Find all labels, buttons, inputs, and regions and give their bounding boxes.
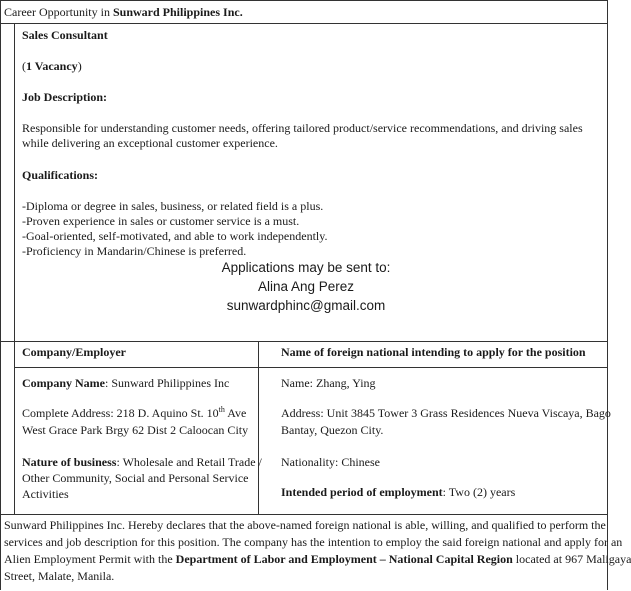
company-name-value: : Sunward Philippines Inc bbox=[105, 376, 230, 390]
department-name: Department of Labor and Employment – National Capital Region bbox=[175, 552, 513, 566]
border-header-bottom bbox=[0, 23, 608, 24]
header-company: Sunward Philippines Inc. bbox=[112, 5, 243, 19]
qualification-item: -Goal-oriented, self-motivated, and able to work independently. bbox=[22, 229, 328, 243]
border-left bbox=[0, 0, 1, 590]
employment-period-value: : Two (2) years bbox=[442, 485, 516, 499]
company-name-label: Company Name bbox=[22, 376, 105, 390]
employment-period-label: Intended period of employment bbox=[281, 485, 443, 499]
job-title: Sales Consultant bbox=[22, 28, 108, 42]
foreign-national-address: Address: Unit 3845 Tower 3 Grass Residences Nueva Viscaya, Bago bbox=[281, 406, 611, 420]
qualification-item: -Proven experience in sales or customer service is a must. bbox=[22, 214, 300, 228]
job-description-heading: Job Description: bbox=[22, 90, 107, 104]
border-table-bottom bbox=[0, 514, 608, 515]
foreign-national-name: Name: Zhang, Ying bbox=[281, 376, 376, 390]
qualifications-heading: Qualifications: bbox=[22, 168, 99, 182]
header-line bbox=[4, 5, 243, 20]
nature-of-business-line3: Activities bbox=[22, 487, 69, 501]
vacancy-text: 1 Vacancy bbox=[26, 59, 78, 73]
declaration-line: Sunward Philippines Inc. Hereby declares that the above-named foreign national is able, willing, and qualified to perform the bbox=[4, 518, 606, 532]
qualification-item: -Proficiency in Mandarin/Chinese is preferred. bbox=[22, 244, 247, 258]
company-address-line2: West Grace Park Brgy 62 Dist 2 Caloocan City bbox=[22, 423, 249, 437]
foreign-national-address-line2: Bantay, Quezon City. bbox=[281, 423, 384, 437]
nature-of-business: Nature of business: Wholesale and Retail Trade / bbox=[22, 455, 262, 469]
header-prefix: Career Opportunity in bbox=[4, 5, 113, 19]
declaration-line: services and job description for this position. The company has the intention to employ the said foreign national and apply for an bbox=[4, 535, 623, 549]
border-right bbox=[607, 0, 608, 590]
foreign-national-column-heading: Name of foreign national intending to apply for the position bbox=[281, 345, 586, 359]
border-table-header-bottom bbox=[14, 367, 608, 368]
application-intro: Applications may be sent to: bbox=[221, 260, 391, 275]
border-job-bottom bbox=[0, 341, 608, 342]
job-description-text: Responsible for understanding customer needs, offering tailored product/service recommendations, and driving sales while delivering an exceptional customer experience. bbox=[22, 121, 583, 150]
border-top bbox=[0, 0, 608, 1]
foreign-national-nationality: Nationality: Chinese bbox=[281, 455, 380, 469]
nature-of-business-line2: Other Community, Social and Personal Service bbox=[22, 471, 249, 485]
employer-column-heading: Company/Employer bbox=[22, 345, 127, 359]
qualification-item: -Diploma or degree in sales, business, or related field is a plus. bbox=[22, 199, 324, 213]
job-vacancy: (1 Vacancy) bbox=[22, 59, 82, 73]
declaration-line: Alien Employment Permit with the Department of Labor and Employment – National Capital Region located at 967 Maligaya bbox=[4, 552, 631, 566]
application-contact-name: Alina Ang Perez bbox=[257, 279, 355, 294]
nature-of-business-label: Nature of business bbox=[22, 455, 117, 469]
border-column-divider bbox=[258, 341, 259, 514]
application-email: sunwardphinc@gmail.com bbox=[226, 298, 386, 313]
company-address: Complete Address: 218 D. Aquino St. 10th Ave bbox=[22, 405, 247, 420]
intended-employment-period bbox=[281, 485, 515, 500]
declaration-line: Street, Malate, Manila. bbox=[4, 569, 115, 583]
company-name bbox=[22, 376, 229, 391]
